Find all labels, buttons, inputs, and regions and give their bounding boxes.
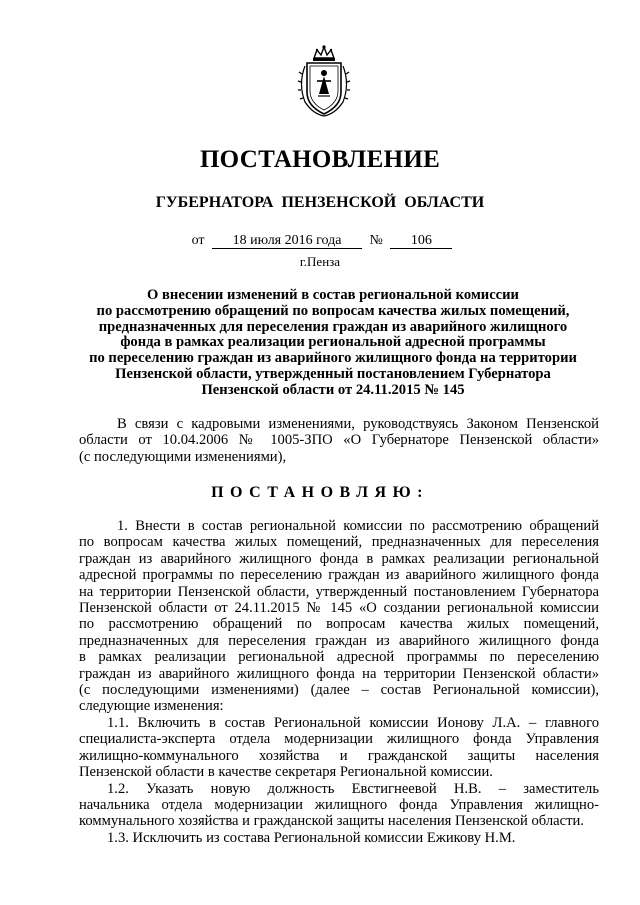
heading-line: фонда в рамках реализации региональной адресной программы [120, 334, 546, 351]
document-subtitle: ГУБЕРНАТОРА ПЕНЗЕНСКОЙ ОБЛАСТИ [155, 194, 485, 211]
item-1-2-line: начальника отдела модернизации жилищного фонда Управления жилищно- [79, 796, 599, 813]
document-number: 106 [390, 233, 452, 249]
document-title: ПОСТАНОВЛЕНИЕ [199, 146, 441, 173]
heading-line: Пензенской области от 24.11.2015 № 145 [201, 381, 465, 398]
item-1-1-line: Пензенской области в качестве секретаря Региональной комиссии. [79, 764, 493, 781]
item-1-paragraph [79, 518, 599, 846]
preamble-line: В связи с кадровыми изменениями, руководствуясь Законом Пензенской [117, 416, 599, 432]
item-1-line: по вопросам качества жилых помещений, предназначенных для переселения [79, 534, 599, 551]
item-1-line: адресной программы по переселению граждан из аварийного жилищного фонда [79, 567, 599, 584]
number-label: № [369, 233, 383, 248]
heading-line: по переселению граждан из аварийного жилищного фонда на территории [89, 350, 577, 367]
item-1-line: в рамках реализации региональной адресной программы по переселению [79, 649, 599, 666]
heading-line: предназначенных для переселения граждан из аварийного жилищного [98, 318, 568, 335]
item-1-line: на территории Пензенской области, утвержденный постановлением Губернатора [79, 583, 599, 600]
decree-word: ПОСТАНОВЛЯЮ: [211, 484, 429, 501]
item-1-2-line: 1.2. Указать новую должность Евстигнеевой Н.В. – заместитель [107, 780, 599, 797]
item-1-1-line: 1.1. Включить в состав Региональной комиссии Ионову Л.А. – главного [107, 714, 599, 731]
document-city: г.Пенза [299, 254, 341, 269]
item-1-line: предназначенных для переселения граждан из аварийного жилищного фонда [79, 632, 599, 649]
preamble-line: (с последующими изменениями), [79, 448, 287, 465]
document-date: 18 июля 2016 года [212, 233, 362, 249]
preamble-line: области от 10.04.2006 № 1005-ЗПО «О Губернаторе Пензенской области» [79, 432, 599, 449]
coat-of-arms-emblem [295, 44, 353, 118]
item-1-line: граждан из аварийного жилищного фонда в рамках реализации региональной [79, 550, 599, 567]
heading-line: Пензенской области, утвержденный постановлением Губернатора [115, 365, 551, 382]
item-1-3-line: 1.3. Исключить из состава Региональной комиссии Ежикову Н.М. [107, 829, 516, 846]
item-1-line: граждан из аварийного жилищного фонда на территории Пензенской области» [79, 665, 599, 682]
heading-line: по рассмотрению обращений по вопросам качества жилых помещений, [96, 302, 570, 319]
item-1-line: (с последующими изменениями) (далее – состав Региональной комиссии), [79, 682, 599, 699]
heading-line: О внесении изменений в состав региональной комиссии [147, 287, 519, 303]
item-1-2-line: коммунального хозяйства и гражданской защиты населения Пензенской области. [79, 813, 584, 830]
item-1-1-line: жилищно-коммунального хозяйства и гражданской защиты населения [79, 747, 599, 764]
item-1-line: по рассмотрению обращений по вопросам качества жилых помещений, [79, 616, 599, 633]
item-1-line: 1. Внести в состав региональной комиссии по рассмотрению обращений [117, 518, 599, 534]
document-heading [60, 288, 606, 399]
item-1-line: следующие изменения: [79, 698, 224, 715]
date-number-line [0, 233, 640, 249]
date-prefix: от [191, 233, 205, 248]
preamble-paragraph [79, 416, 599, 465]
item-1-1-line: специалиста-эксперта отдела модернизации жилищного фонда Управления [79, 731, 599, 748]
item-1-line: Пензенской области от 24.11.2015 № 145 «О создании региональной комиссии [79, 600, 599, 617]
